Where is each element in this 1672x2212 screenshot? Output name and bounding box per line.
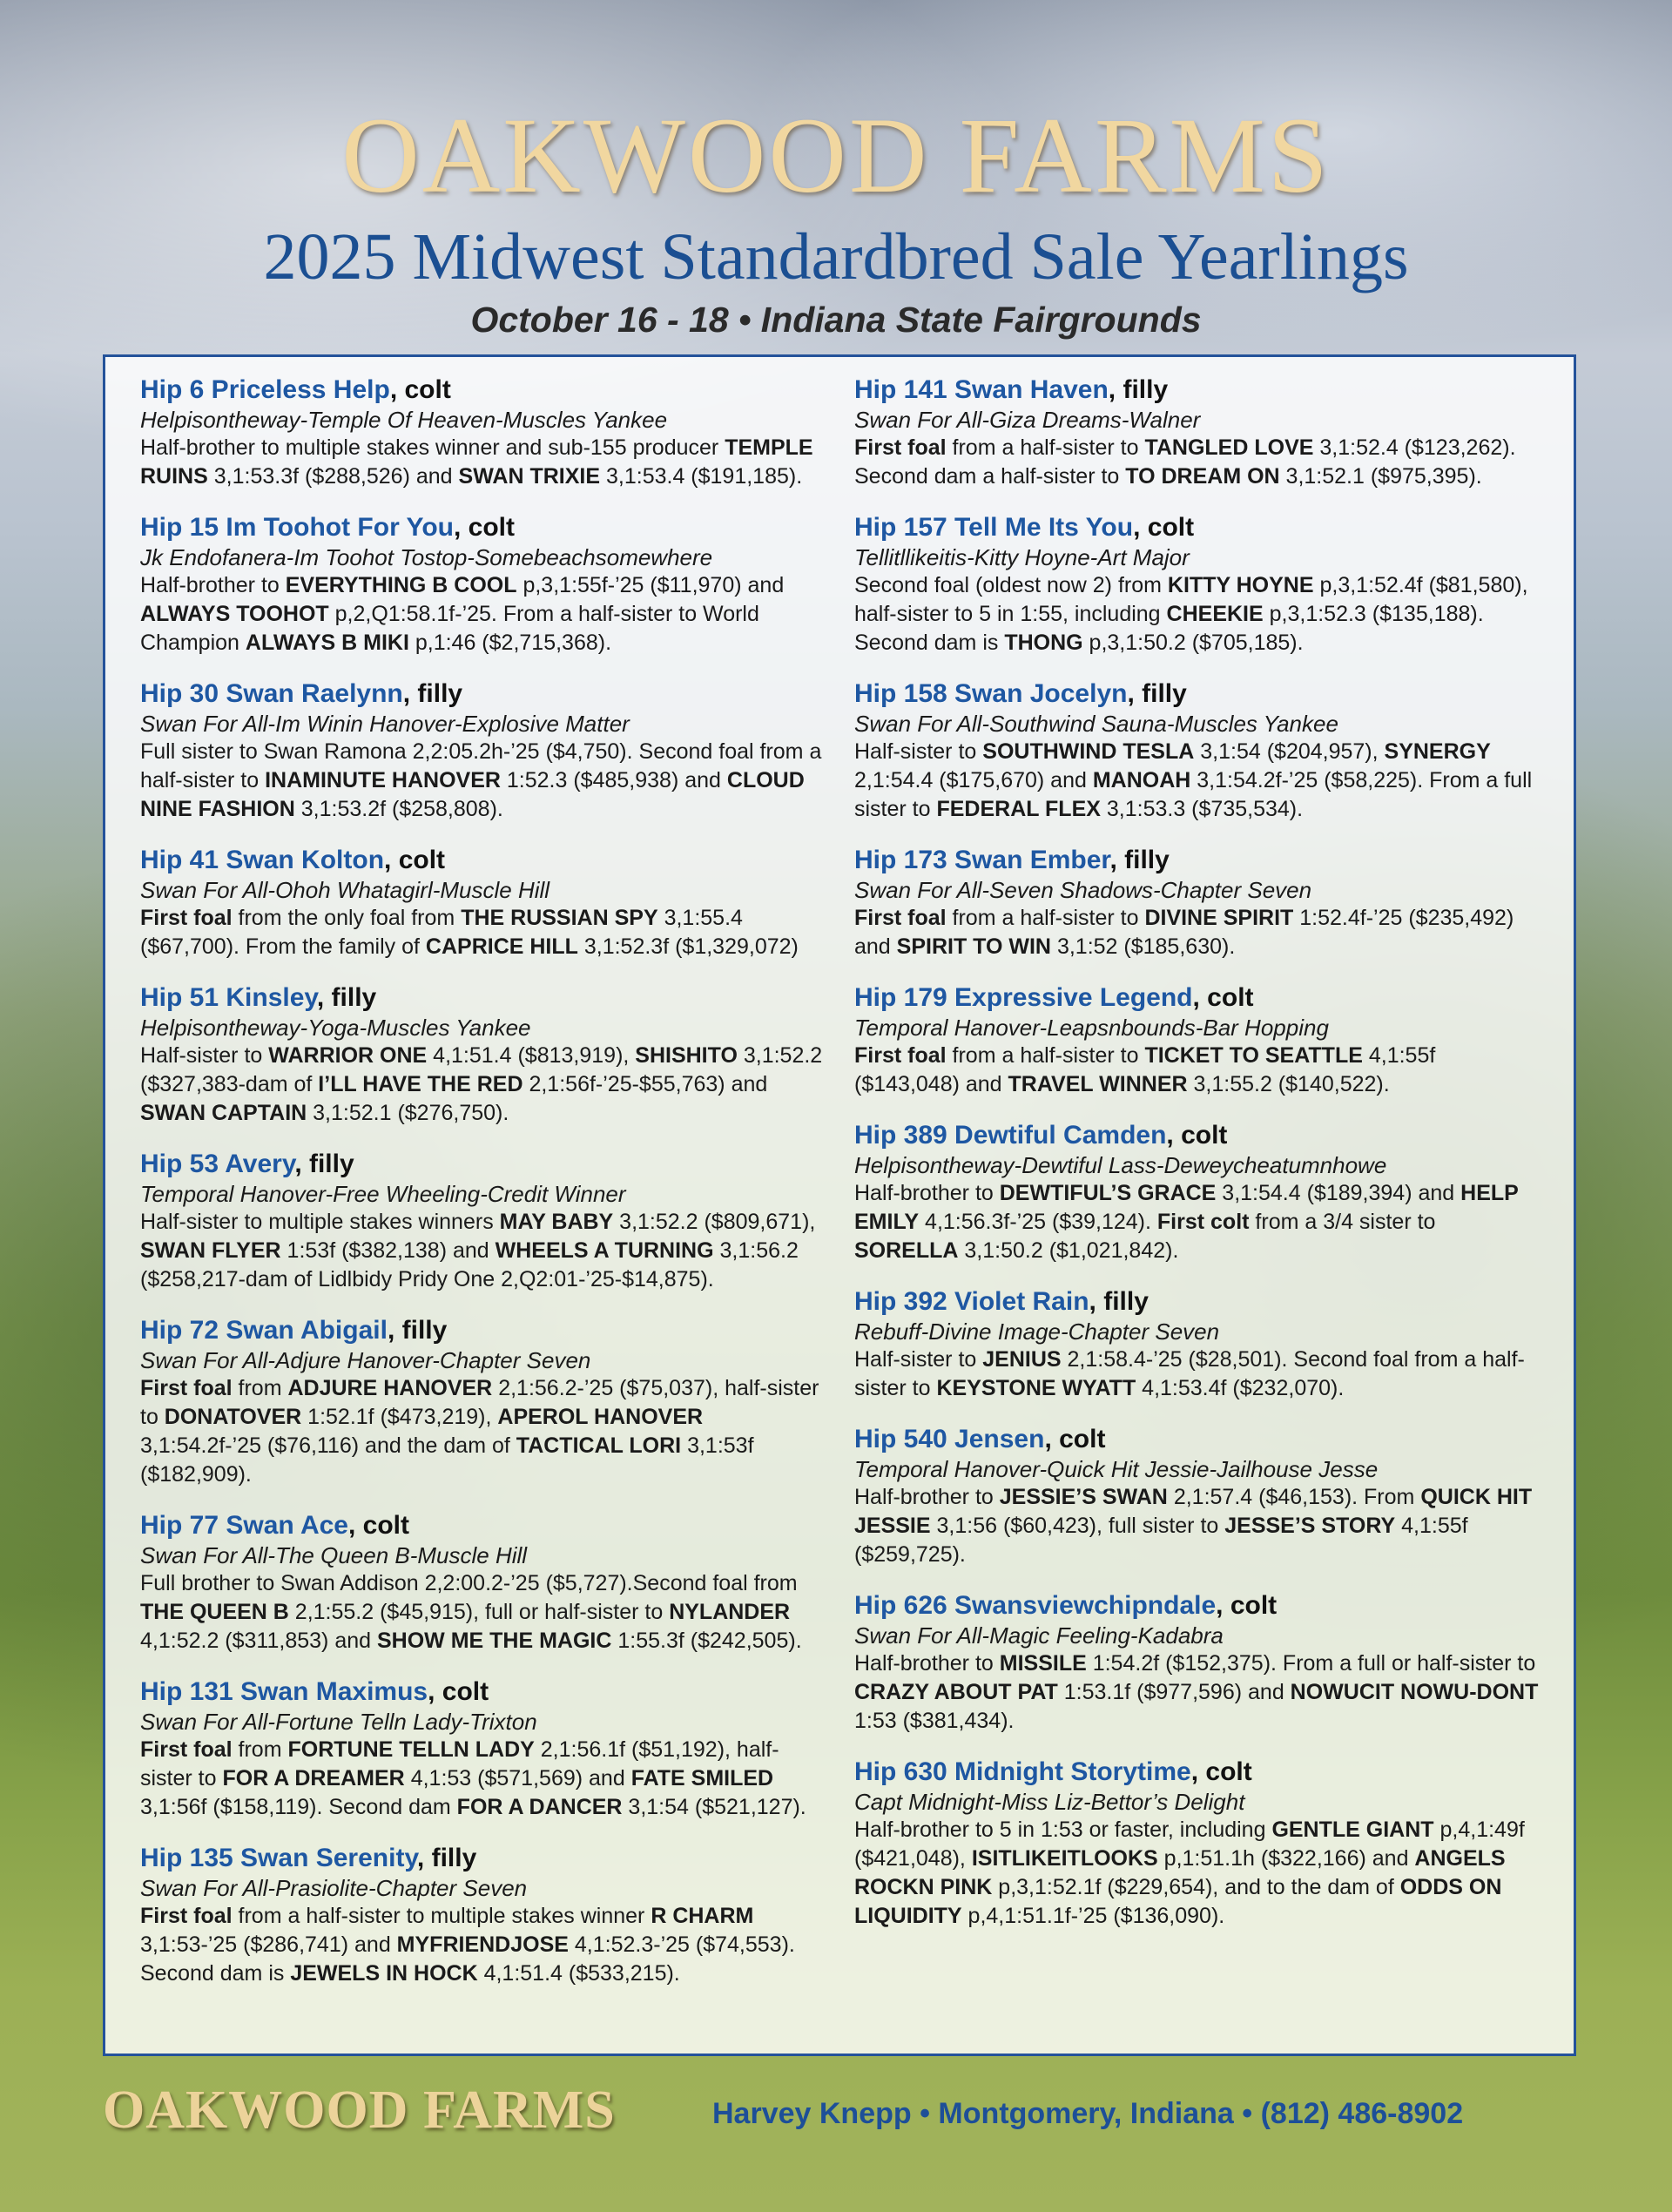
hip-sex: , colt (384, 846, 446, 874)
horse-name-bold: TACTICAL LORI (516, 1433, 682, 1458)
description (140, 1902, 828, 1988)
description-text: 1:53.1f ($977,596) and (1057, 1680, 1291, 1704)
horse-name-bold: SHISHITO (635, 1043, 738, 1068)
description (140, 904, 828, 961)
entry-heading (854, 374, 1542, 406)
yearling-entry (140, 1315, 828, 1489)
horse-name-bold: First foal (854, 906, 947, 930)
pedigree: Swan For All-Ohoh Whatagirl-Muscle Hill (140, 877, 550, 903)
description-text: 2,1:56f-’25-$55,763) and (522, 1072, 768, 1096)
horse-name-bold: KITTY HOYNE (1167, 573, 1314, 597)
page-title: OAKWOOD FARMS (341, 96, 1331, 215)
hip-sex: , colt (1133, 513, 1195, 542)
horse-name-bold: THONG (1004, 631, 1083, 655)
description-text: 3,1:53f ($182,909). (140, 1433, 754, 1487)
hip-sex: , filly (1127, 679, 1187, 708)
hip-sex: , filly (416, 1844, 477, 1872)
description-text: 4,1:55f ($259,725). (854, 1514, 1468, 1567)
pedigree: Tellitllikeitis-Kitty Hoyne-Art Major (854, 544, 1190, 570)
description-text: from a half-sister to (946, 435, 1145, 460)
description-text: 3,1:56f ($158,119). Second dam (140, 1795, 457, 1819)
hip-name: Hip 41 Swan Kolton (140, 846, 385, 874)
description-text: 1:54.2f ($152,375). From a full or half-sister to (1086, 1651, 1536, 1676)
horse-name-bold: First foal (140, 906, 233, 930)
horse-name-bold: MYFRIENDJOSE (396, 1932, 569, 1957)
yearling-entry (140, 1676, 828, 1822)
pedigree: Temporal Hanover-Free Wheeling-Credit Winner (140, 1181, 626, 1207)
horse-name-bold: EVERYTHING B COOL (285, 573, 517, 597)
horse-name-bold: ADJURE HANOVER (287, 1376, 493, 1400)
hip-sex: , colt (1192, 983, 1254, 1012)
horse-name-bold: ALWAYS TOOHOT (140, 602, 329, 626)
horse-name-bold: First foal (140, 1376, 233, 1400)
horse-name-bold: TRAVEL WINNER (1008, 1072, 1188, 1096)
description-text: 2,1:56.1f ($51,192), half-sister to (140, 1737, 779, 1791)
hip-name: Hip 157 Tell Me Its You (854, 513, 1134, 542)
description-text: from the only foal from (232, 906, 462, 930)
description (854, 1483, 1542, 1569)
horse-name-bold: DIVINE SPIRIT (1144, 906, 1294, 930)
horse-name-bold: JESSE’S STORY (1224, 1514, 1396, 1538)
yearling-entry (854, 374, 1542, 491)
description-text: 4,1:51.4 ($813,919), (427, 1043, 636, 1068)
horse-name-bold: First foal (140, 1904, 233, 1928)
description (140, 571, 828, 658)
yearling-entry (854, 1424, 1542, 1569)
horse-name-bold: GENTLE GIANT (1271, 1817, 1434, 1842)
pedigree: Swan For All-Giza Dreams-Walner (854, 407, 1201, 433)
entry-heading (140, 982, 828, 1014)
description (854, 1042, 1542, 1099)
horse-name-bold: ANGELS ROCKN PINK (854, 1846, 1506, 1899)
description-text: 3,1:53.4 ($191,185). (600, 464, 803, 489)
hip-name: Hip 540 Jensen (854, 1425, 1045, 1453)
description-text: p,3,1:52.1f ($229,654), and to the dam of (992, 1875, 1400, 1899)
hip-sex: , colt (1044, 1425, 1106, 1453)
yearling-entry (854, 1120, 1542, 1265)
hip-name: Hip 30 Swan Raelynn (140, 679, 403, 708)
yearling-entry (140, 374, 828, 491)
pedigree: Helpisontheway-Yoga-Muscles Yankee (140, 1015, 531, 1041)
description-text: Half-sister to multiple stakes winners (140, 1210, 500, 1234)
description-text: 2,1:55.2 ($45,915), full or half-sister to (288, 1600, 670, 1624)
horse-name-bold: FEDERAL FLEX (936, 797, 1101, 821)
description-text: p,3,1:52.3 ($135,188). Second dam is (854, 602, 1484, 655)
hip-name: Hip 141 Swan Haven (854, 375, 1109, 404)
horse-name-bold: First foal (854, 1043, 947, 1068)
pedigree: Helpisontheway-Dewtiful Lass-Deweycheatumnhowe (854, 1152, 1387, 1178)
description (140, 1208, 828, 1294)
description-text: Full sister to Swan Ramona 2,2:05.2h-’25 ($4,750). Second foal from a half-sister to (140, 739, 822, 792)
description-text: 3,1:50.2 ($1,021,842). (958, 1238, 1179, 1263)
description-text: 1:52.1f ($473,219), (301, 1405, 498, 1429)
description-text: 1:55.3f ($242,505). (611, 1629, 802, 1653)
horse-name-bold: MANOAH (1092, 768, 1191, 792)
hip-sex: , colt (347, 1511, 409, 1540)
yearling-entry (140, 1510, 828, 1656)
description-text: 2,1:54.4 ($175,670) and (854, 768, 1093, 792)
description-text: Half-brother to (854, 1181, 1000, 1205)
description-text: from a half-sister to (946, 1043, 1145, 1068)
pedigree: Rebuff-Divine Image-Chapter Seven (854, 1318, 1220, 1345)
entry-heading (854, 1424, 1542, 1455)
pedigree: Swan For All-Adjure Hanover-Chapter Seven (140, 1347, 591, 1373)
horse-name-bold: CAPRICE HILL (425, 934, 578, 959)
horse-name-bold: FOR A DREAMER (222, 1766, 405, 1791)
description-text: Full brother to Swan Addison 2,2:00.2-’25 ($5,727).Second foal from (140, 1571, 798, 1595)
horse-name-bold: FATE SMILED (630, 1766, 774, 1791)
hip-name: Hip 173 Swan Ember (854, 846, 1110, 874)
horse-name-bold: APEROL HANOVER (497, 1405, 704, 1429)
yearling-entry (140, 1149, 828, 1294)
description-text: 4,1:53.4f ($232,070). (1136, 1376, 1345, 1400)
horse-name-bold: KEYSTONE WYATT (936, 1376, 1136, 1400)
description (854, 1649, 1542, 1736)
description-text: from a 3/4 sister to (1249, 1210, 1436, 1234)
description-text: 3,1:52.2 ($327,383-dam of (140, 1043, 823, 1096)
description-text: p,3,1:55f-’25 ($11,970) and (516, 573, 785, 597)
description-text: Half-brother to (854, 1485, 1000, 1509)
horse-name-bold: ISITLIKEITLOOKS (971, 1846, 1158, 1871)
entry-heading (140, 512, 828, 543)
yearling-entry (854, 678, 1542, 824)
horse-name-bold: NOWUCIT NOWU-DONT (1290, 1680, 1539, 1704)
description-text: 4,1:51.4 ($533,215). (477, 1961, 680, 1986)
description (140, 1374, 828, 1489)
description (854, 1179, 1542, 1265)
hip-name: Hip 630 Midnight Storytime (854, 1757, 1191, 1786)
hip-sex: , colt (389, 375, 451, 404)
description-text: p,4,1:51.1f-’25 ($136,090). (961, 1904, 1225, 1928)
hip-name: Hip 392 Violet Rain (854, 1287, 1089, 1316)
horse-name-bold: SHOW ME THE MAGIC (376, 1629, 612, 1653)
pedigree: Swan For All-Magic Feeling-Kadabra (854, 1622, 1224, 1649)
page-subtitle: 2025 Midwest Standardbred Sale Yearlings (263, 220, 1409, 293)
description-text: 3,1:53.3f ($288,526) and (207, 464, 459, 489)
pedigree: Swan For All-Fortune Telln Lady-Trixton (140, 1709, 537, 1735)
hip-name: Hip 53 Avery (140, 1150, 295, 1178)
entry-heading (854, 512, 1542, 543)
description-text: 3,1:53.3 ($735,534). (1100, 797, 1304, 821)
horse-name-bold: MAY BABY (499, 1210, 614, 1234)
description-text: Half-sister to (854, 739, 983, 764)
horse-name-bold: First foal (854, 435, 947, 460)
hip-sex: , colt (1190, 1757, 1252, 1786)
right-column (854, 374, 1542, 1952)
horse-name-bold: CLOUD NINE FASHION (140, 768, 805, 821)
description-text: 2,1:58.4-’25 ($28,501). Second foal from a half-sister to (854, 1347, 1525, 1400)
left-column (140, 374, 828, 2009)
description (854, 738, 1542, 824)
hip-sex: , colt (454, 513, 516, 542)
pedigree: Jk Endofanera-Im Toohot Tostop-Somebeachsomewhere (140, 544, 713, 570)
description-text: 3,1:56.2 ($258,217-dam of Lidlbidy Pridy One 2,Q2:01-’25-$14,875). (140, 1238, 799, 1291)
description-text: 3,1:52.1 ($975,395). (1279, 464, 1482, 489)
pedigree: Swan For All-The Queen B-Muscle Hill (140, 1542, 528, 1568)
hip-name: Hip 158 Swan Jocelyn (854, 679, 1128, 708)
horse-name-bold: SOUTHWIND TESLA (982, 739, 1195, 764)
footer-logo: OAKWOOD FARMS (103, 2080, 616, 2140)
description (140, 1736, 828, 1822)
hip-name: Hip 72 Swan Abigail (140, 1316, 388, 1345)
pedigree: Swan For All-Seven Shadows-Chapter Seven (854, 877, 1312, 903)
horse-name-bold: CRAZY ABOUT PAT (854, 1680, 1058, 1704)
horse-name-bold: QUICK HIT JESSIE (854, 1485, 1533, 1538)
horse-name-bold: TEMPLE RUINS (140, 435, 813, 489)
horse-name-bold: HELP EMILY (854, 1181, 1519, 1234)
pedigree: Swan For All-Southwind Sauna-Muscles Yankee (854, 711, 1338, 737)
description-text: Half-brother to (140, 573, 286, 597)
description-text: Half-sister to (140, 1043, 269, 1068)
description-text: 4,1:52.2 ($311,853) and (140, 1629, 377, 1653)
description-text: 3,1:54.2f-’25 ($76,116) and the dam of (140, 1433, 516, 1458)
hip-sex: , colt (1216, 1591, 1278, 1620)
hip-name: Hip 51 Kinsley (140, 983, 317, 1012)
description-text: p,3,1:50.2 ($705,185). (1082, 631, 1304, 655)
horse-name-bold: TANGLED LOVE (1144, 435, 1314, 460)
horse-name-bold: WHEELS A TURNING (495, 1238, 714, 1263)
description (140, 738, 828, 824)
description-text: Half-brother to multiple stakes winner and sub-155 producer (140, 435, 725, 460)
horse-name-bold: ODDS ON LIQUIDITY (854, 1875, 1502, 1928)
pedigree: Helpisontheway-Temple Of Heaven-Muscles Yankee (140, 407, 668, 433)
description (854, 1345, 1542, 1403)
horse-name-bold: SWAN FLYER (140, 1238, 281, 1263)
description (140, 434, 828, 491)
description (854, 1816, 1542, 1931)
description-text: 3,1:55.2 ($140,522). (1187, 1072, 1390, 1096)
description-text: 4,1:53 ($571,569) and (404, 1766, 631, 1791)
yearling-entry (854, 1286, 1542, 1403)
horse-name-bold: First foal (140, 1737, 233, 1762)
hip-name: Hip 6 Priceless Help (140, 375, 390, 404)
yearling-entry (854, 845, 1542, 961)
hip-sex: , filly (402, 679, 463, 708)
entry-heading (854, 845, 1542, 876)
description-text: 2,1:57.4 ($46,153). From (1167, 1485, 1421, 1509)
description (140, 1042, 828, 1128)
horse-name-bold: MISSILE (999, 1651, 1087, 1676)
description-text: 1:53 ($381,434). (854, 1709, 1015, 1733)
horse-name-bold: SWAN TRIXIE (458, 464, 601, 489)
horse-name-bold: DEWTIFUL’S GRACE (999, 1181, 1217, 1205)
description (854, 571, 1542, 658)
description-text: 3,1:54.2f-’25 ($58,225). From a full sister to (854, 768, 1533, 821)
description (140, 1569, 828, 1656)
entry-heading (854, 1590, 1542, 1622)
horse-name-bold: TICKET TO SEATTLE (1144, 1043, 1363, 1068)
entry-heading (140, 678, 828, 710)
pedigree: Temporal Hanover-Quick Hit Jessie-Jailhouse Jesse (854, 1456, 1379, 1482)
description-text: 3,1:52.4 ($123,262). Second dam a half-sister to (854, 435, 1516, 489)
description-text: 1:53f ($382,138) and (280, 1238, 496, 1263)
hip-name: Hip 135 Swan Serenity (140, 1844, 417, 1872)
horse-name-bold: SORELLA (854, 1238, 959, 1263)
yearling-entry (854, 1757, 1542, 1931)
description-text: Half-brother to 5 in 1:53 or faster, including (854, 1817, 1272, 1842)
horse-name-bold: SYNERGY (1384, 739, 1491, 764)
horse-name-bold: THE QUEEN B (140, 1600, 289, 1624)
yearling-entry (140, 1843, 828, 1988)
horse-name-bold: JEWELS IN HOCK (290, 1961, 478, 1986)
yearling-entry (140, 512, 828, 658)
entry-heading (140, 1510, 828, 1541)
entry-heading (140, 1843, 828, 1874)
description-text: 4,1:55f ($143,048) and (854, 1043, 1436, 1096)
entry-heading (140, 1676, 828, 1708)
description-text: 3,1:53-’25 ($286,741) and (140, 1932, 397, 1957)
yearling-entry (140, 845, 828, 961)
sale-dates: October 16 - 18 • Indiana State Fairgrounds (470, 300, 1202, 340)
horse-name-bold: DONATOVER (164, 1405, 302, 1429)
hip-sex: , filly (316, 983, 377, 1012)
hip-sex: , filly (387, 1316, 448, 1345)
description-text: 3,1:52.1 ($276,750). (307, 1101, 509, 1125)
description-text: 3,1:53.2f ($258,808). (294, 797, 503, 821)
horse-name-bold: SWAN CAPTAIN (140, 1101, 307, 1125)
yearling-entry (140, 982, 828, 1128)
horse-name-bold: ALWAYS B MIKI (245, 631, 409, 655)
hip-name: Hip 179 Expressive Legend (854, 983, 1193, 1012)
entry-heading (854, 1120, 1542, 1151)
horse-name-bold: JENIUS (982, 1347, 1062, 1372)
description-text: 3,1:52.3f ($1,329,072) (577, 934, 799, 959)
horse-name-bold: NYLANDER (669, 1600, 791, 1624)
horse-name-bold: THE RUSSIAN SPY (461, 906, 658, 930)
description-text: p,1:51.1h ($322,166) and (1157, 1846, 1415, 1871)
description-text: Half-brother to (854, 1651, 1000, 1676)
entry-heading (854, 982, 1542, 1014)
description-text: 4,1:52.3-’25 ($74,553). Second dam is (140, 1932, 795, 1986)
pedigree: Temporal Hanover-Leapsnbounds-Bar Hopping (854, 1015, 1329, 1041)
horse-name-bold: TO DREAM ON (1125, 464, 1280, 489)
yearling-entry (140, 678, 828, 824)
entry-heading (140, 1149, 828, 1180)
description (854, 434, 1542, 491)
horse-name-bold: WARRIOR ONE (268, 1043, 428, 1068)
hip-name: Hip 131 Swan Maximus (140, 1677, 428, 1706)
horse-name-bold: FORTUNE TELLN LADY (287, 1737, 535, 1762)
entry-heading (854, 678, 1542, 710)
entry-heading (854, 1286, 1542, 1318)
entry-heading (140, 374, 828, 406)
description-text: 3,1:54.4 ($189,394) and (1216, 1181, 1461, 1205)
yearling-entry (854, 982, 1542, 1099)
horse-name-bold: FOR A DANCER (456, 1795, 623, 1819)
description-text: p,1:46 ($2,715,368). (408, 631, 612, 655)
description-text: 2,1:56.2-’25 ($75,037), half-sister to (140, 1376, 819, 1429)
hip-name: Hip 389 Dewtiful Camden (854, 1121, 1167, 1150)
hip-sex: , filly (1089, 1287, 1149, 1316)
horse-name-bold: I’LL HAVE THE RED (318, 1072, 523, 1096)
description-text: Half-sister to (854, 1347, 983, 1372)
horse-name-bold: R CHARM (651, 1904, 754, 1928)
hip-name: Hip 626 Swansviewchipndale (854, 1591, 1217, 1620)
description-text: from a half-sister to multiple stakes winner (232, 1904, 651, 1928)
horse-name-bold: CHEEKIE (1166, 602, 1264, 626)
horse-name-bold: First colt (1156, 1210, 1250, 1234)
entry-heading (854, 1757, 1542, 1788)
footer-contact: Harvey Knepp • Montgomery, Indiana • (812) 486-8902 (712, 2097, 1464, 2130)
description-text: p,3,1:52.4f ($81,580), half-sister to 5 in 1:55, including (854, 573, 1528, 626)
description-text: 3,1:56 ($60,423), full sister to (930, 1514, 1225, 1538)
hip-name: Hip 15 Im Toohot For You (140, 513, 454, 542)
horse-name-bold: SPIRIT TO WIN (896, 934, 1051, 959)
description-text: p,2,Q1:58.1f-’25. From a half-sister to World Champion (140, 602, 759, 655)
horse-name-bold: JESSIE’S SWAN (999, 1485, 1168, 1509)
description-text: 3,1:54 ($521,127). (622, 1795, 806, 1819)
hip-sex: , colt (1166, 1121, 1228, 1150)
hip-name: Hip 77 Swan Ace (140, 1511, 348, 1540)
description-text: 1:52.3 ($485,938) and (500, 768, 727, 792)
description-text: 4,1:56.3f-’25 ($39,124). (919, 1210, 1157, 1234)
pedigree: Swan For All-Prasiolite-Chapter Seven (140, 1875, 528, 1901)
description-text: from (232, 1737, 288, 1762)
description-text: 1:52.4f-’25 ($235,492) and (854, 906, 1514, 959)
yearling-entry (854, 1590, 1542, 1736)
description-text: from (232, 1376, 288, 1400)
description-text: 3,1:54 ($204,957), (1194, 739, 1385, 764)
horse-name-bold: INAMINUTE HANOVER (265, 768, 501, 792)
yearling-entry (854, 512, 1542, 658)
description-text: p,4,1:49f ($421,048), (854, 1817, 1525, 1871)
description (854, 904, 1542, 961)
hip-sex: , filly (1109, 846, 1170, 874)
entry-heading (140, 1315, 828, 1346)
description-text: from a half-sister to (946, 906, 1145, 930)
hip-sex: , filly (294, 1150, 354, 1178)
pedigree: Capt Midnight-Miss Liz-Bettor’s Delight (854, 1789, 1245, 1815)
yearlings-panel (103, 354, 1576, 2056)
description-text: 3,1:55.4 ($67,700). From the family of (140, 906, 743, 959)
hip-sex: , colt (428, 1677, 489, 1706)
pedigree: Swan For All-Im Winin Hanover-Explosive Matter (140, 711, 630, 737)
description-text: 3,1:52 ($185,630). (1051, 934, 1236, 959)
description-text: Second foal (oldest now 2) from (854, 573, 1168, 597)
hip-sex: , filly (1108, 375, 1169, 404)
description-text: 3,1:52.2 ($809,671), (613, 1210, 816, 1234)
entry-heading (140, 845, 828, 876)
